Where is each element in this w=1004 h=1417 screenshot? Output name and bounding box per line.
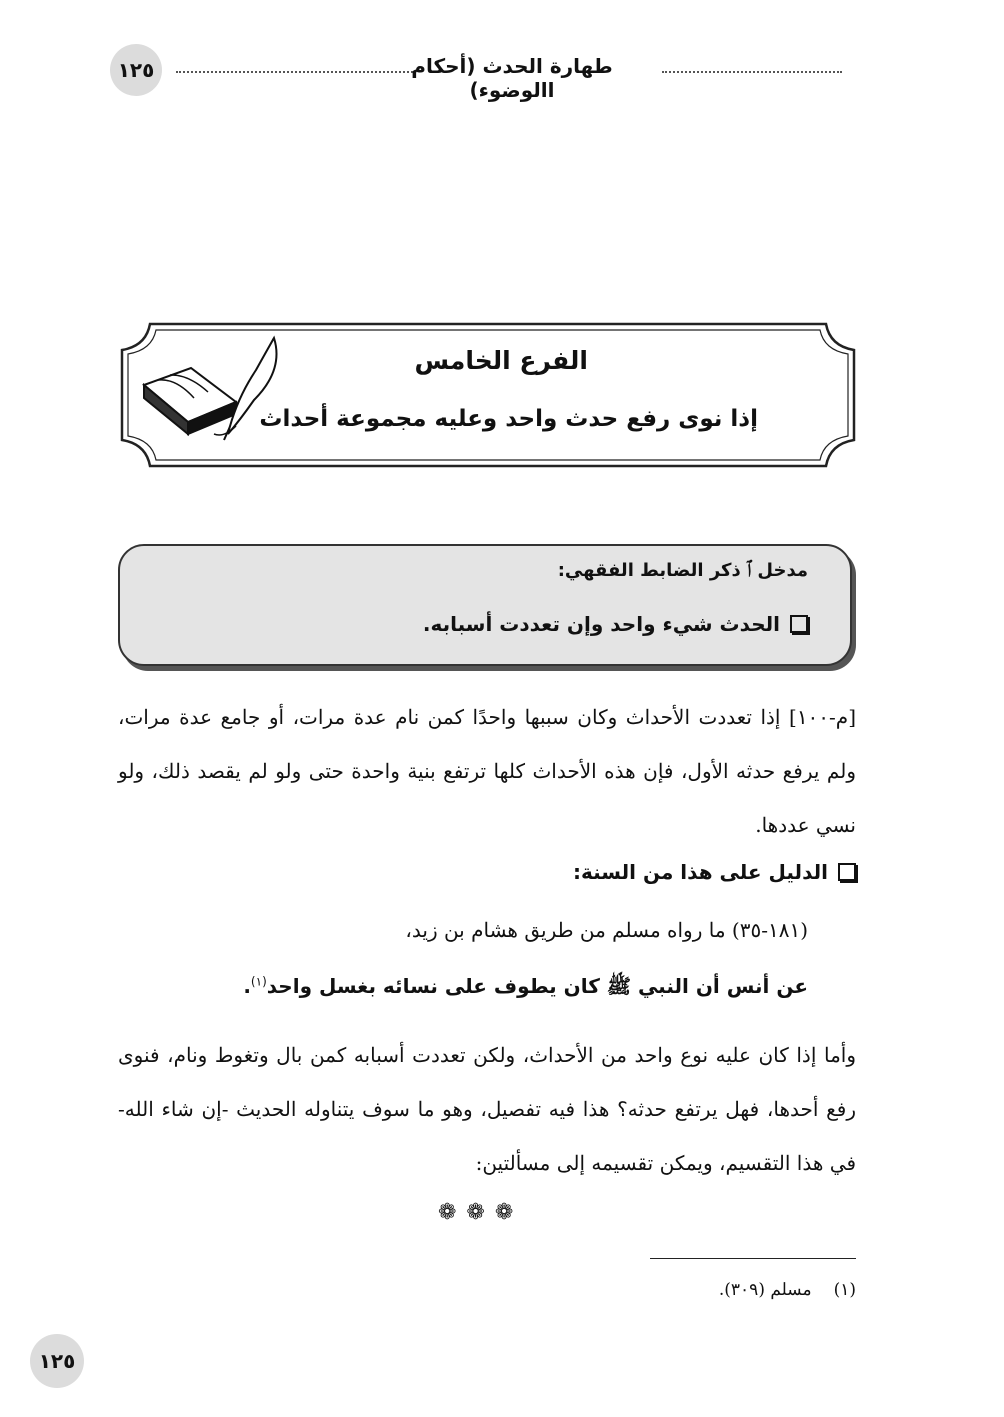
checkbox-bullet-icon [790, 615, 808, 633]
footnote-text: مسلم (٣٠٩). [718, 1280, 812, 1300]
footer-page-number: ١٢٥ [30, 1334, 84, 1388]
hadith-end: . [243, 974, 251, 998]
header-dotted-rule-right [662, 71, 842, 73]
footnote-number: (١) [833, 1280, 856, 1300]
evidence-heading-text: الدليل على هذا من السنة: [572, 860, 828, 884]
checkbox-bullet-icon [838, 863, 856, 881]
section-divider-ornament: ❁❁❁ [438, 1200, 524, 1225]
rule-box-heading: مدخل ﭐ ذكر الضابط الفقهي: [557, 560, 808, 581]
chapter-title: إذا نوى رفع حدث واحد وعليه مجموعة أحداث [259, 406, 758, 432]
rule-item-text: الحدث شيء واحد وإن تعددت أسبابه. [422, 612, 780, 636]
footnote-marker: (١) [250, 974, 267, 989]
paragraph-1: [م-١٠٠] إذا تعددت الأحداث وكان سببها واحدًا كمن نام عدة مرات، أو جامع عدة مرات، ولم يرفع حدثه الأول، فإن هذه الأحداث كلها ترتفع بنية واحدة حتى ولو لم يقصد ذلك، ولو نسي عددها. [118, 705, 856, 837]
hadith-text [243, 974, 808, 1003]
header-title: طهارة الحدث (أحكام االوضوء) [411, 54, 613, 102]
footnote-rule [650, 1258, 856, 1259]
fiqh-rule-box [118, 544, 852, 666]
chapter-title-frame [118, 320, 858, 470]
book-quill-icon [136, 330, 286, 450]
running-header [110, 44, 850, 102]
paragraph-2: وأما إذا كان عليه نوع واحد من الأحداث، ولكن تعددت أسبابه كمن بال وتغوط ونام، فنوى رفع أحدها، فهل يرتفع حدثه؟ هذا فيه تفصيل، وهو ما سوف يتناوله الحديث -إن شاء الله- في هذا التقسيم، ويمكن تقسيمه إلى مسألتين: [118, 1043, 856, 1175]
evidence-heading [573, 860, 856, 884]
hadith-source: (١٨١-٣٥) ما رواه مسلم من طريق هشام بن زيد، [405, 918, 808, 942]
hadith-text-body: عن أنس أن النبي ﷺ كان يطوف على نسائه بغسل واحد [266, 974, 808, 998]
footnote [719, 1280, 856, 1300]
chapter-branch-label: الفرع الخامس [414, 346, 588, 375]
header-page-number: ١٢٥ [110, 44, 162, 96]
rule-item [423, 612, 808, 636]
